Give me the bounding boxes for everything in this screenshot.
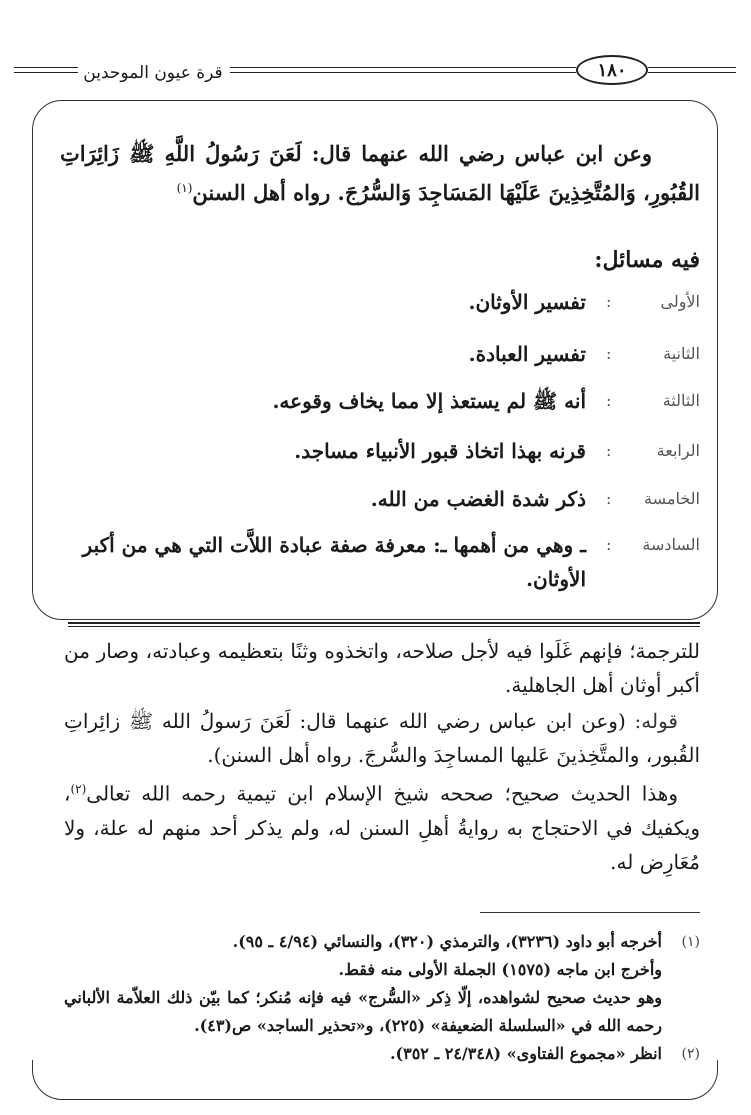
header-rule-right-1	[648, 67, 736, 68]
issue-text: ـ وهي من أهمها ـ: معرفة صفة عبادة اللاَّت التي هي من أكبر الأوثان.	[82, 533, 586, 591]
issue-2	[60, 337, 700, 371]
commentary-para-1: للترجمة؛ فإنهم غَلَوا فيه لأجل صلاحه، واتخذوه وثنًا بتعظيمه وعبادته، وصار من أكبر أوثان أهل الجاهلية.	[64, 639, 700, 697]
issue-text: تفسير العبادة.	[468, 342, 586, 366]
running-title: قرة عيون الموحدين	[83, 63, 223, 83]
header-rule-left-1	[14, 67, 78, 68]
commentary-text-rest: ، ويكفيك في الاحتجاج به روايةُ أهلِ السنن له، ولم يذكر أحد منهم له علة، ولا مُعَارِض له.	[64, 781, 700, 874]
footnote-divider	[480, 912, 700, 913]
page-frame-bottom	[32, 1060, 718, 1100]
issue-label: الخامسة :	[600, 482, 700, 516]
footnote-marker: (١)	[681, 934, 700, 950]
issue-3	[60, 384, 700, 418]
commentary-para-3	[64, 772, 700, 879]
issue-1	[60, 285, 700, 319]
issue-label: الثالثة :	[600, 384, 700, 418]
issue-text: ذكر شدة الغضب من الله.	[370, 487, 586, 511]
footnote-ref-1: (١)	[176, 181, 193, 195]
footnote-1	[64, 928, 700, 1040]
matn-hadith-text: وعن ابن عباس رضي الله عنهما قال: لَعَنَ رَسُولُ اللَّهِ ﷺ زَائِرَاتِ القُبُورِ، وَالمُتَّخِذِينَ عَلَيْهَا المَسَاجِدَ وَالسُّرُجَ. رواه أهل السنن	[60, 141, 700, 205]
section-divider-thin	[68, 626, 700, 627]
header-rule-right-2	[648, 72, 736, 73]
header-rule-mid-2	[230, 72, 576, 73]
footnote-line: انظر «مجموع الفتاوى» (٢٤/٣٤٨ ـ ٣٥٢).	[389, 1044, 662, 1063]
issue-6	[60, 528, 700, 596]
matn-hadith	[60, 137, 700, 210]
issue-text: قرنه بهذا اتخاذ قبور الأنبياء مساجد.	[294, 439, 586, 463]
issue-label: السادسة :	[600, 528, 700, 562]
header-rule-mid-1	[230, 67, 576, 68]
commentary-lead: قوله:	[634, 709, 678, 733]
issue-label: الأولى :	[600, 285, 700, 319]
issue-text: تفسير الأوثان.	[468, 290, 586, 314]
footnote-marker: (٢)	[681, 1046, 700, 1062]
issues-heading: فيه مسائل:	[594, 247, 700, 273]
issue-label: الرابعة :	[600, 434, 700, 468]
issue-text: أنه ﷺ لم يستعذ إلا مما يخاف وقوعه.	[272, 389, 586, 413]
issue-5	[60, 482, 700, 516]
footnote-line: أخرجه أبو داود (٣٢٣٦)، والترمذي (٣٢٠)، والنسائي (٤/٩٤ ـ ٩٥).	[232, 932, 662, 951]
commentary-quote: (وعن ابن عباس رضي الله عنهما قال: لَعَنَ رَسولُ الله ﷺ زائِراتِ القُبور، والمتَّخِذينَ عَليها المساجِدَ والسُّرجَ. رواه أهل السنن).	[64, 709, 700, 767]
commentary-para-2	[64, 704, 700, 772]
footnote-line: وأخرج ابن ماجه (١٥٧٥) الجملة الأولى منه فقط.	[338, 960, 662, 979]
issue-label: الثانية :	[600, 337, 700, 371]
commentary-text: وهذا الحديث صحيح؛ صححه شيخ الإسلام ابن تيمية رحمه الله تعالى	[86, 781, 678, 806]
issue-4	[60, 434, 700, 468]
page-number: ١٨٠	[576, 55, 648, 85]
footnote-ref-2: (٢)	[70, 782, 87, 796]
footnote-line: وهو حديث صحيح لشواهده، إلّا ذِكر «السُّرج» فيه فإنه مُنكر؛ كما بيّن ذلك العلاّمة الألباني رحمه الله في «السلسلة الضعيفة» (٢٢٥)، و«تحذير الساجد» ص(٤٣).	[64, 988, 663, 1035]
header-rule-left-2	[14, 72, 78, 73]
section-divider	[68, 622, 700, 624]
